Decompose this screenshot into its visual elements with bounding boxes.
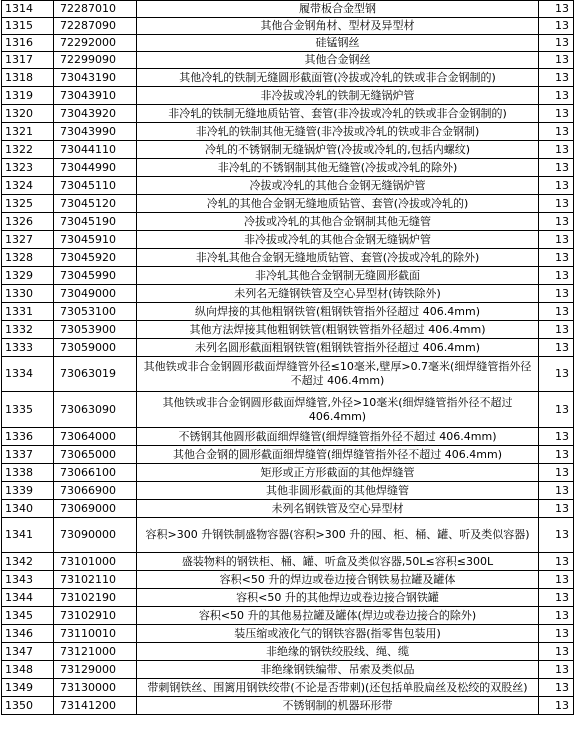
- rebate-rate: 13: [539, 213, 574, 231]
- rebate-rate: 13: [539, 446, 574, 464]
- commodity-code: 73053900: [54, 321, 137, 339]
- rebate-rate: 13: [539, 18, 574, 35]
- rebate-rate: 13: [539, 357, 574, 392]
- row-index: 1349: [2, 679, 54, 697]
- table-row: [2, 446, 574, 464]
- rebate-rate: 13: [539, 571, 574, 589]
- commodity-description: 盛装物料的钢铁柜、桶、罐、听盒及类似容器,50L≤容积≤300L: [137, 553, 539, 571]
- table-row: [2, 589, 574, 607]
- table-row: [2, 35, 574, 52]
- row-index: 1337: [2, 446, 54, 464]
- commodity-code: 73045120: [54, 195, 137, 213]
- commodity-description: 冷拔或冷轧的其他合金钢无缝锅炉管: [137, 177, 539, 195]
- row-index: 1315: [2, 18, 54, 35]
- row-index: 1350: [2, 697, 54, 715]
- row-index: 1318: [2, 69, 54, 87]
- rebate-rate: 13: [539, 392, 574, 428]
- rebate-rate: 13: [539, 464, 574, 482]
- commodity-description: 履带板合金型钢: [137, 1, 539, 18]
- table-row: [2, 69, 574, 87]
- commodity-description: 其他铁或非合金钢圆形截面焊缝管外径≤10毫米,壁厚>0.7毫米(细焊缝管指外径不超过 406.4mm): [137, 357, 539, 392]
- commodity-description: 非冷轧的铁制其他无缝管(非冷拔或冷轧的铁或非合金钢制): [137, 123, 539, 141]
- row-index: 1342: [2, 553, 54, 571]
- table-row: [2, 141, 574, 159]
- rebate-rate: 13: [539, 249, 574, 267]
- commodity-description: 容积<50 升的其他焊边或卷边接合钢铁罐: [137, 589, 539, 607]
- commodity-description: 矩形或正方形截面的其他焊缝管: [137, 464, 539, 482]
- rebate-rate: 13: [539, 52, 574, 69]
- commodity-description: 未列名圆形截面粗钢铁管(粗钢铁管指外径超过 406.4mm): [137, 339, 539, 357]
- rebate-rate: 13: [539, 428, 574, 446]
- rebate-rate: 13: [539, 123, 574, 141]
- row-index: 1329: [2, 267, 54, 285]
- commodity-code: 73043920: [54, 105, 137, 123]
- row-index: 1347: [2, 643, 54, 661]
- row-index: 1338: [2, 464, 54, 482]
- rebate-rate: 13: [539, 231, 574, 249]
- table-row: [2, 679, 574, 697]
- commodity-description: 其他铁或非合金钢圆形截面焊缝管,外径>10毫米(细焊缝管指外径不超过 406.4mm): [137, 392, 539, 428]
- table-row: [2, 231, 574, 249]
- table-row: [2, 18, 574, 35]
- commodity-code: 72287090: [54, 18, 137, 35]
- commodity-code: 73101000: [54, 553, 137, 571]
- row-index: 1333: [2, 339, 54, 357]
- row-index: 1317: [2, 52, 54, 69]
- commodity-description: 非绝缘的钢铁绞股线、绳、缆: [137, 643, 539, 661]
- rebate-rate: 13: [539, 69, 574, 87]
- commodity-code: 73066100: [54, 464, 137, 482]
- commodity-code: 73044110: [54, 141, 137, 159]
- row-index: 1335: [2, 392, 54, 428]
- commodity-description: 其他合金钢的圆形截面细焊缝管(细焊缝管指外径不超过 406.4mm): [137, 446, 539, 464]
- rebate-rate: 13: [539, 195, 574, 213]
- table-row: [2, 105, 574, 123]
- row-index: 1348: [2, 661, 54, 679]
- commodity-description: 非冷轧其他合金钢制无缝圆形截面: [137, 267, 539, 285]
- table-row: [2, 303, 574, 321]
- table-row: [2, 357, 574, 392]
- table-row: [2, 87, 574, 105]
- commodity-code: 73065000: [54, 446, 137, 464]
- commodity-code: 72287010: [54, 1, 137, 18]
- commodity-description: 容积<50 升的其他易拉罐及罐体(焊边或卷边接合的除外): [137, 607, 539, 625]
- table-row: [2, 553, 574, 571]
- table-row: [2, 518, 574, 553]
- commodity-code: 73063019: [54, 357, 137, 392]
- table-row: [2, 159, 574, 177]
- row-index: 1339: [2, 482, 54, 500]
- commodity-description: 非绝缘钢铁编带、吊索及类似品: [137, 661, 539, 679]
- rebate-rate: 13: [539, 697, 574, 715]
- commodity-description: 不锈钢制的机器环形带: [137, 697, 539, 715]
- rebate-rate: 13: [539, 321, 574, 339]
- rebate-rate: 13: [539, 177, 574, 195]
- row-index: 1314: [2, 1, 54, 18]
- row-index: 1346: [2, 625, 54, 643]
- table-row: [2, 625, 574, 643]
- table-row: [2, 321, 574, 339]
- table-row: [2, 482, 574, 500]
- table-row: [2, 661, 574, 679]
- rebate-rate: 13: [539, 679, 574, 697]
- rebate-rate: 13: [539, 339, 574, 357]
- table-row: [2, 177, 574, 195]
- row-index: 1341: [2, 518, 54, 553]
- commodity-description: 不锈钢其他圆形截面细焊缝管(细焊缝管指外径不超过 406.4mm): [137, 428, 539, 446]
- commodity-description: 其他方法焊接其他粗钢铁管(粗钢铁管指外径超过 406.4mm): [137, 321, 539, 339]
- table-row: [2, 195, 574, 213]
- rebate-rate: 13: [539, 500, 574, 518]
- rebate-rate: 13: [539, 482, 574, 500]
- table-row: [2, 1, 574, 18]
- commodity-code: 73110010: [54, 625, 137, 643]
- commodity-code: 73045990: [54, 267, 137, 285]
- row-index: 1328: [2, 249, 54, 267]
- commodity-code: 73045110: [54, 177, 137, 195]
- commodity-description: 其他非圆形截面的其他焊缝管: [137, 482, 539, 500]
- row-index: 1321: [2, 123, 54, 141]
- commodity-code: 73043990: [54, 123, 137, 141]
- rebate-rate: 13: [539, 1, 574, 18]
- row-index: 1345: [2, 607, 54, 625]
- commodity-code: 73090000: [54, 518, 137, 553]
- row-index: 1327: [2, 231, 54, 249]
- rebate-rate: 13: [539, 303, 574, 321]
- rebate-rate: 13: [539, 267, 574, 285]
- commodity-code: 73045910: [54, 231, 137, 249]
- commodity-code: 73063090: [54, 392, 137, 428]
- commodity-description: 带刺钢铁丝、围篱用钢铁绞带(不论是否带刺)(还包括单股扁丝及松绞的双股丝): [137, 679, 539, 697]
- commodity-code: 73129000: [54, 661, 137, 679]
- row-index: 1324: [2, 177, 54, 195]
- row-index: 1336: [2, 428, 54, 446]
- table-row: [2, 392, 574, 428]
- commodity-code: 73064000: [54, 428, 137, 446]
- commodity-code: 73102910: [54, 607, 137, 625]
- commodity-description: 其他冷轧的铁制无缝圆形截面管(冷拔或冷轧的铁或非合金钢制的): [137, 69, 539, 87]
- rebate-rate: 13: [539, 285, 574, 303]
- row-index: 1319: [2, 87, 54, 105]
- table-row: [2, 500, 574, 518]
- commodity-description: 纵向焊接的其他粗钢铁管(粗钢铁管指外径超过 406.4mm): [137, 303, 539, 321]
- commodity-code: 73102190: [54, 589, 137, 607]
- table-row: [2, 123, 574, 141]
- commodity-description: 未列名钢铁管及空心异型材: [137, 500, 539, 518]
- commodity-code: 73049000: [54, 285, 137, 303]
- commodity-description: 非冷轧其他合金钢无缝地质钻管、套管(冷拔或冷轧的除外): [137, 249, 539, 267]
- commodity-description: 其他合金钢丝: [137, 52, 539, 69]
- table-row: [2, 571, 574, 589]
- commodity-code: 73141200: [54, 697, 137, 715]
- rebate-rate: 13: [539, 105, 574, 123]
- commodity-description: 容积>300 升钢铁制盛物容器(容积>300 升的囤、柜、桶、罐、听及类似容器): [137, 518, 539, 553]
- rebate-rate: 13: [539, 553, 574, 571]
- row-index: 1332: [2, 321, 54, 339]
- row-index: 1316: [2, 35, 54, 52]
- commodity-code: 73045920: [54, 249, 137, 267]
- commodity-description: 未列名无缝钢铁管及空心异型材(铸铁除外): [137, 285, 539, 303]
- table-row: [2, 464, 574, 482]
- commodity-description: 冷轧的其他合金钢无缝地质钻管、套管(冷拔或冷轧的): [137, 195, 539, 213]
- commodity-code: 73069000: [54, 500, 137, 518]
- row-index: 1331: [2, 303, 54, 321]
- row-index: 1340: [2, 500, 54, 518]
- row-index: 1323: [2, 159, 54, 177]
- row-index: 1322: [2, 141, 54, 159]
- row-index: 1334: [2, 357, 54, 392]
- commodity-description: 非冷轧的铁制无缝地质钻管、套管(非冷拔或冷轧的铁或非合金钢制的): [137, 105, 539, 123]
- commodity-code: 73043190: [54, 69, 137, 87]
- commodity-code: 73066900: [54, 482, 137, 500]
- commodity-code: 73044990: [54, 159, 137, 177]
- commodity-description: 容积<50 升的焊边或卷边接合钢铁易拉罐及罐体: [137, 571, 539, 589]
- commodity-code: 72299090: [54, 52, 137, 69]
- table-row: [2, 285, 574, 303]
- table-row: [2, 339, 574, 357]
- row-index: 1343: [2, 571, 54, 589]
- table-row: [2, 52, 574, 69]
- row-index: 1326: [2, 213, 54, 231]
- row-index: 1330: [2, 285, 54, 303]
- commodity-code: 73130000: [54, 679, 137, 697]
- row-index: 1325: [2, 195, 54, 213]
- tariff-table: [1, 0, 574, 715]
- commodity-code: 72292000: [54, 35, 137, 52]
- rebate-rate: 13: [539, 159, 574, 177]
- commodity-code: 73045190: [54, 213, 137, 231]
- commodity-description: 非冷拔或冷轧的铁制无缝锅炉管: [137, 87, 539, 105]
- rebate-rate: 13: [539, 607, 574, 625]
- commodity-description: 非冷拔或冷轧的其他合金钢无缝锅炉管: [137, 231, 539, 249]
- commodity-code: 73059000: [54, 339, 137, 357]
- commodity-description: 冷轧的不锈钢制无缝锅炉管(冷拔或冷轧的,包括内螺纹): [137, 141, 539, 159]
- commodity-description: 硅锰钢丝: [137, 35, 539, 52]
- rebate-rate: 13: [539, 141, 574, 159]
- commodity-code: 73102110: [54, 571, 137, 589]
- rebate-rate: 13: [539, 661, 574, 679]
- commodity-description: 冷拔或冷轧的其他合金钢制其他无缝管: [137, 213, 539, 231]
- table-body: [2, 1, 574, 715]
- rebate-rate: 13: [539, 87, 574, 105]
- commodity-code: 73043910: [54, 87, 137, 105]
- table-row: [2, 213, 574, 231]
- rebate-rate: 13: [539, 625, 574, 643]
- table-row: [2, 697, 574, 715]
- table-row: [2, 643, 574, 661]
- rebate-rate: 13: [539, 518, 574, 553]
- table-row: [2, 607, 574, 625]
- row-index: 1320: [2, 105, 54, 123]
- table-row: [2, 267, 574, 285]
- rebate-rate: 13: [539, 643, 574, 661]
- row-index: 1344: [2, 589, 54, 607]
- commodity-code: 73121000: [54, 643, 137, 661]
- rebate-rate: 13: [539, 35, 574, 52]
- commodity-code: 73053100: [54, 303, 137, 321]
- commodity-description: 其他合金钢角材、型材及异型材: [137, 18, 539, 35]
- commodity-description: 非冷轧的不锈钢制其他无缝管(冷拔或冷轧的除外): [137, 159, 539, 177]
- table-row: [2, 249, 574, 267]
- commodity-description: 装压缩或液化气的钢铁容器(指零售包装用): [137, 625, 539, 643]
- rebate-rate: 13: [539, 589, 574, 607]
- table-row: [2, 428, 574, 446]
